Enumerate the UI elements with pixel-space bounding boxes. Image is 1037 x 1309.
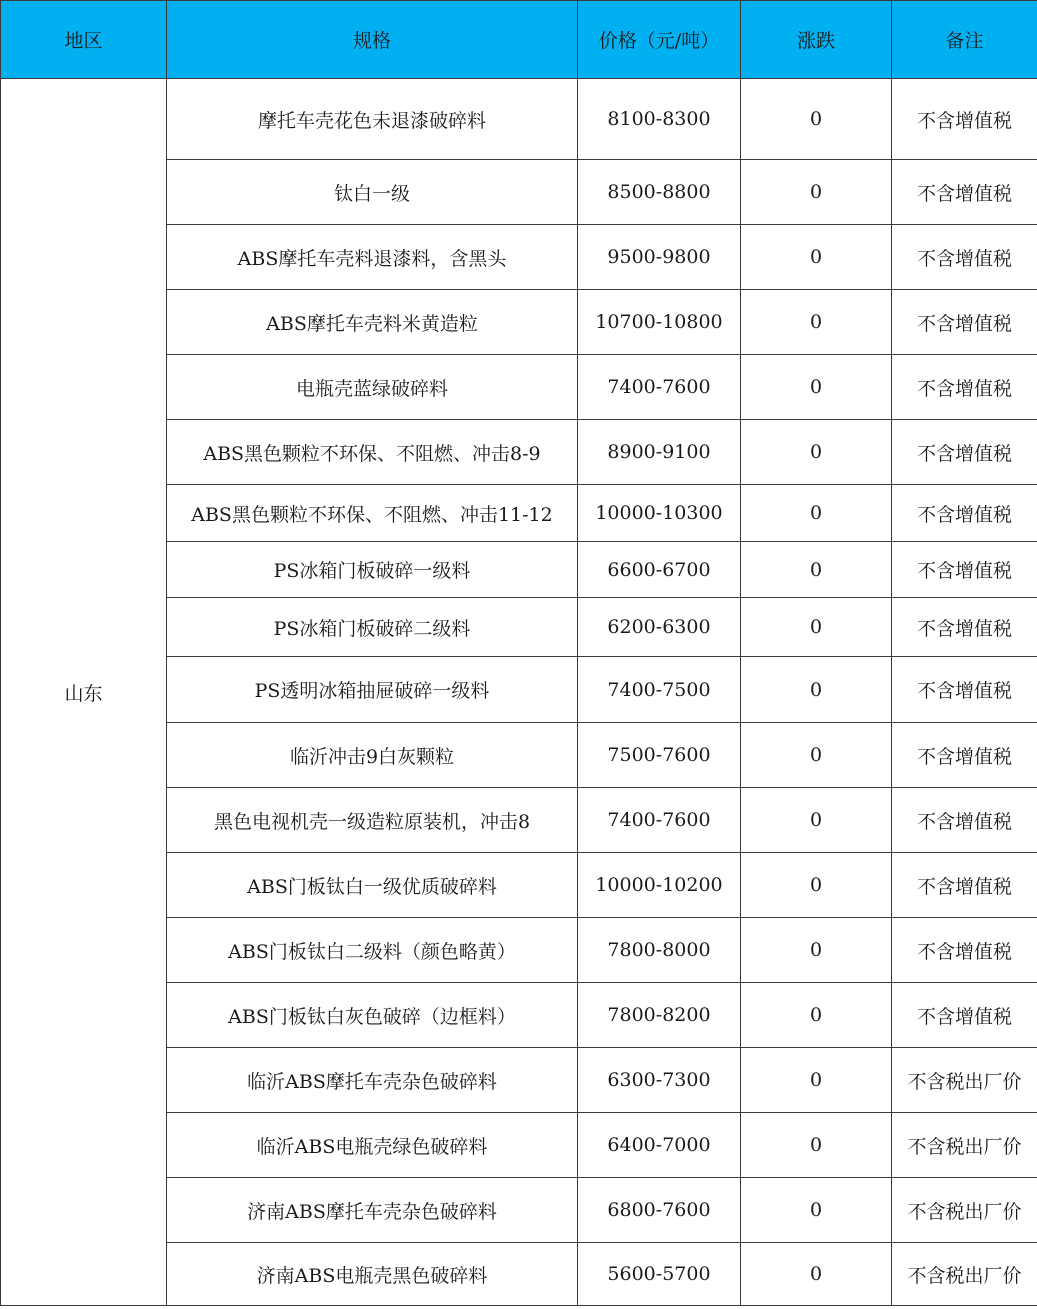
spec-cell: 济南ABS摩托车壳杂色破碎料 [167, 1178, 578, 1243]
note-cell: 不含增值税 [892, 788, 1037, 853]
change-cell: 0 [741, 160, 892, 225]
spec-cell: PS冰箱门板破碎一级料 [167, 542, 578, 598]
note-cell: 不含增值税 [892, 853, 1037, 918]
table-body [1, 79, 1037, 1306]
price-cell: 6400-7000 [578, 1113, 741, 1178]
change-cell: 0 [741, 420, 892, 485]
header-note: 备注 [892, 1, 1037, 79]
note-cell: 不含增值税 [892, 355, 1037, 420]
note-cell: 不含增值税 [892, 918, 1037, 983]
spec-cell: 钛白一级 [167, 160, 578, 225]
spec-cell: ABS摩托车壳料米黄造粒 [167, 290, 578, 355]
header-price: 价格（元/吨） [578, 1, 741, 79]
price-cell: 6300-7300 [578, 1048, 741, 1113]
note-cell: 不含增值税 [892, 723, 1037, 788]
price-cell: 10000-10200 [578, 853, 741, 918]
price-cell: 6200-6300 [578, 598, 741, 657]
spec-cell: 临沂ABS摩托车壳杂色破碎料 [167, 1048, 578, 1113]
header-spec: 规格 [167, 1, 578, 79]
spec-cell: ABS门板钛白一级优质破碎料 [167, 853, 578, 918]
change-cell: 0 [741, 598, 892, 657]
region-cell: 山东 [1, 79, 167, 1306]
change-cell: 0 [741, 788, 892, 853]
change-cell: 0 [741, 1178, 892, 1243]
price-cell: 10000-10300 [578, 485, 741, 542]
note-cell: 不含增值税 [892, 657, 1037, 723]
change-cell: 0 [741, 1243, 892, 1306]
note-cell: 不含增值税 [892, 542, 1037, 598]
price-cell: 7400-7600 [578, 355, 741, 420]
spec-cell: 济南ABS电瓶壳黑色破碎料 [167, 1243, 578, 1306]
spec-cell: 电瓶壳蓝绿破碎料 [167, 355, 578, 420]
note-cell: 不含税出厂价 [892, 1048, 1037, 1113]
change-cell: 0 [741, 355, 892, 420]
spec-cell: ABS摩托车壳料退漆料，含黑头 [167, 225, 578, 290]
header-row [1, 1, 1037, 79]
price-cell: 10700-10800 [578, 290, 741, 355]
spec-cell: ABS黑色颗粒不环保、不阻燃、冲击11-12 [167, 485, 578, 542]
note-cell: 不含税出厂价 [892, 1243, 1037, 1306]
table-row [1, 79, 1037, 160]
note-cell: 不含税出厂价 [892, 1178, 1037, 1243]
change-cell: 0 [741, 485, 892, 542]
spec-cell: ABS门板钛白灰色破碎（边框料） [167, 983, 578, 1048]
change-cell: 0 [741, 290, 892, 355]
header-region: 地区 [1, 1, 167, 79]
spec-cell: 摩托车壳花色未退漆破碎料 [167, 79, 578, 160]
price-cell: 6600-6700 [578, 542, 741, 598]
spec-cell: PS冰箱门板破碎二级料 [167, 598, 578, 657]
change-cell: 0 [741, 918, 892, 983]
price-cell: 6800-7600 [578, 1178, 741, 1243]
note-cell: 不含增值税 [892, 225, 1037, 290]
price-cell: 7400-7500 [578, 657, 741, 723]
spec-cell: 临沂冲击9白灰颗粒 [167, 723, 578, 788]
note-cell: 不含增值税 [892, 983, 1037, 1048]
change-cell: 0 [741, 79, 892, 160]
price-cell: 7800-8200 [578, 983, 741, 1048]
price-cell: 7800-8000 [578, 918, 741, 983]
note-cell: 不含增值税 [892, 79, 1037, 160]
price-cell: 9500-9800 [578, 225, 741, 290]
price-cell: 8100-8300 [578, 79, 741, 160]
note-cell: 不含税出厂价 [892, 1113, 1037, 1178]
change-cell: 0 [741, 853, 892, 918]
note-cell: 不含增值税 [892, 290, 1037, 355]
spec-cell: ABS门板钛白二级料（颜色略黄） [167, 918, 578, 983]
change-cell: 0 [741, 1048, 892, 1113]
change-cell: 0 [741, 983, 892, 1048]
change-cell: 0 [741, 225, 892, 290]
change-cell: 0 [741, 723, 892, 788]
price-cell: 7500-7600 [578, 723, 741, 788]
note-cell: 不含增值税 [892, 160, 1037, 225]
change-cell: 0 [741, 1113, 892, 1178]
spec-cell: ABS黑色颗粒不环保、不阻燃、冲击8-9 [167, 420, 578, 485]
price-cell: 8900-9100 [578, 420, 741, 485]
note-cell: 不含增值税 [892, 598, 1037, 657]
change-cell: 0 [741, 542, 892, 598]
spec-cell: PS透明冰箱抽屉破碎一级料 [167, 657, 578, 723]
note-cell: 不含增值税 [892, 485, 1037, 542]
spec-cell: 临沂ABS电瓶壳绿色破碎料 [167, 1113, 578, 1178]
price-cell: 8500-8800 [578, 160, 741, 225]
change-cell: 0 [741, 657, 892, 723]
spec-cell: 黑色电视机壳一级造粒原装机，冲击8 [167, 788, 578, 853]
price-cell: 5600-5700 [578, 1243, 741, 1306]
header-change: 涨跌 [741, 1, 892, 79]
note-cell: 不含增值税 [892, 420, 1037, 485]
price-cell: 7400-7600 [578, 788, 741, 853]
